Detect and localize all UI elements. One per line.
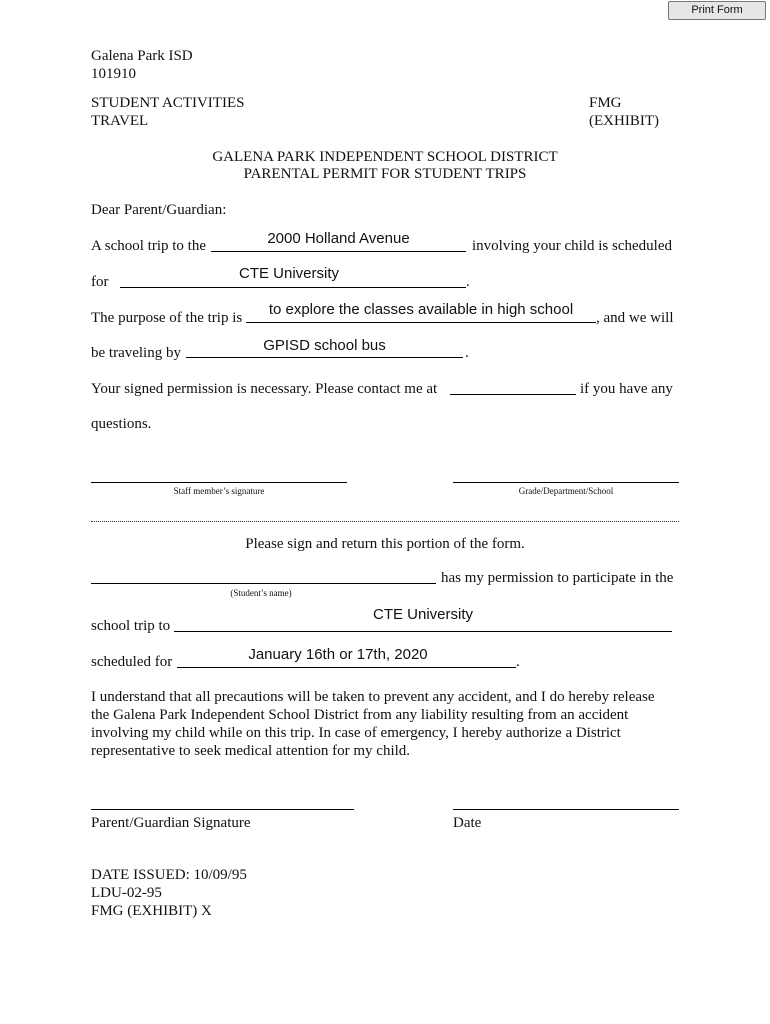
- release-line-3: involving my child while on this trip. In case of emergency, I hereby authorize a District: [91, 725, 621, 741]
- return-trip-field[interactable]: CTE University: [372, 606, 473, 623]
- tear-line: [91, 521, 679, 522]
- salutation: Dear Parent/Guardian:: [91, 202, 227, 218]
- date-issued: DATE ISSUED: 10/09/95: [91, 867, 247, 883]
- student-name-label: (Student’s name): [230, 588, 292, 598]
- trip-date-field[interactable]: CTE University: [238, 265, 339, 282]
- contact-suffix: if you have any: [580, 381, 673, 397]
- for-suffix: .: [466, 274, 470, 290]
- student-name-line: [91, 583, 436, 584]
- trip-date-line: [120, 287, 466, 288]
- release-line-2: the Galena Park Independent School District from any liability resulting from an accident: [91, 707, 629, 723]
- staff-signature-label: Staff member’s signature: [173, 486, 265, 496]
- policy-code: FMG: [589, 95, 622, 111]
- trip-destination-line: [211, 251, 466, 252]
- staff-signature-line: [91, 482, 347, 483]
- purpose-line: [246, 322, 596, 323]
- transport-field[interactable]: GPISD school bus: [263, 337, 386, 354]
- transport-line: [186, 357, 463, 358]
- grade-label: Grade/Department/School: [518, 486, 614, 496]
- district-code: 101910: [91, 66, 136, 82]
- parent-signature-label: Parent/Guardian Signature: [91, 815, 251, 831]
- scheduled-suffix: .: [516, 654, 520, 670]
- date-label: Date: [453, 815, 482, 831]
- section-title: STUDENT ACTIVITIES: [91, 95, 245, 111]
- permission-text: has my permission to participate in the: [441, 570, 674, 586]
- trip-to-suffix: involving your child is scheduled: [472, 238, 672, 254]
- form-subtitle: PARENTAL PERMIT FOR STUDENT TRIPS: [243, 166, 527, 182]
- print-form-button[interactable]: Print Form: [668, 1, 766, 20]
- date-line: [453, 809, 679, 810]
- form-title: GALENA PARK INDEPENDENT SCHOOL DISTRICT: [212, 149, 558, 165]
- district-name: Galena Park ISD: [91, 48, 193, 64]
- policy-reference: FMG (EXHIBIT) X: [91, 903, 212, 919]
- scheduled-field[interactable]: January 16th or 17th, 2020: [248, 646, 428, 663]
- parent-signature-line: [91, 809, 354, 810]
- purpose-field[interactable]: to explore the classes available in high school: [268, 301, 574, 318]
- purpose-label: The purpose of the trip is: [91, 310, 243, 326]
- school-trip-label: school trip to: [91, 618, 171, 634]
- trip-destination-field[interactable]: 2000 Holland Avenue: [267, 230, 410, 247]
- return-trip-line: [174, 631, 672, 632]
- release-line-4: representative to seek medical attention for my child.: [91, 743, 411, 759]
- return-instruction: Please sign and return this portion of the form.: [245, 536, 525, 552]
- travel-suffix: .: [465, 345, 469, 361]
- section-subtitle: TRAVEL: [91, 113, 149, 129]
- grade-line: [453, 482, 679, 483]
- ldu-code: LDU-02-95: [91, 885, 162, 901]
- purpose-suffix: , and we will: [596, 310, 674, 326]
- questions-text: questions.: [91, 416, 152, 432]
- policy-exhibit: (EXHIBIT): [589, 113, 659, 129]
- for-label: for: [91, 274, 109, 290]
- travel-label: be traveling by: [91, 345, 181, 361]
- scheduled-line: [177, 667, 516, 668]
- scheduled-label: scheduled for: [91, 654, 173, 670]
- contact-label: Your signed permission is necessary. Please contact me at: [91, 381, 438, 397]
- contact-line: [450, 394, 576, 395]
- trip-to-label: A school trip to the: [91, 238, 206, 254]
- release-line-1: I understand that all precautions will be taken to prevent any accident, and I do hereby release: [91, 689, 655, 705]
